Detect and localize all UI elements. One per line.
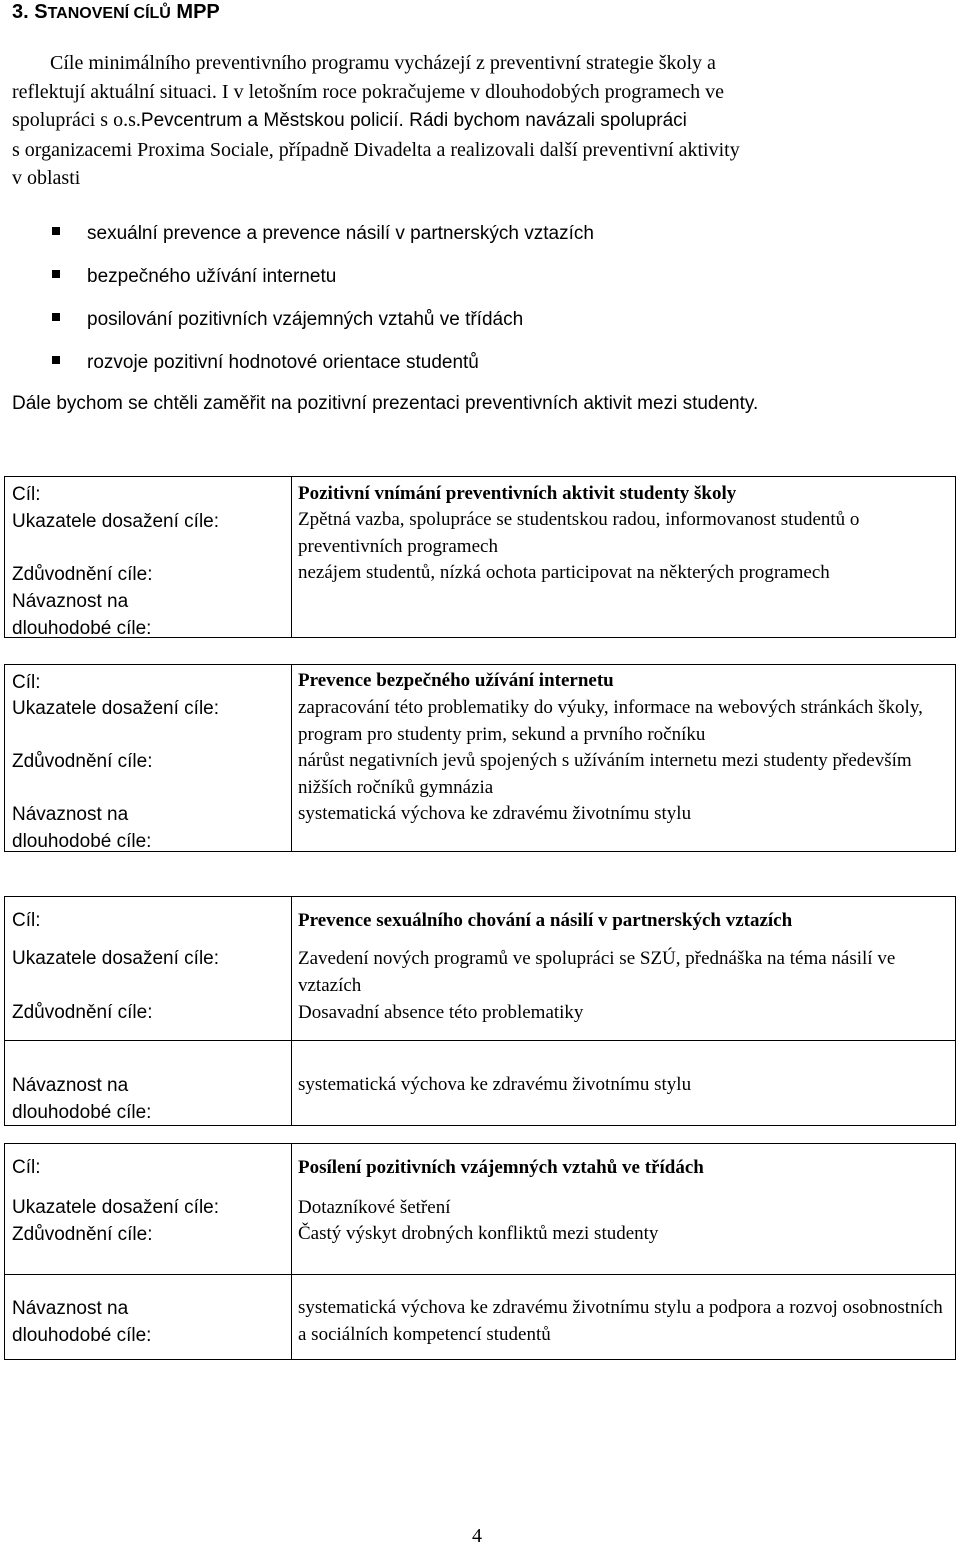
goal-table-3 bbox=[4, 896, 956, 1126]
goal-value: Prevence bezpečného užívání internetu bbox=[298, 670, 614, 691]
list-item-text: rozvoje pozitivní hodnotové orientace studentů bbox=[87, 352, 479, 373]
justification-value: nárůst negativních jevů spojených s užíváním internetu mezi studenty především nižších ročníků gymnázia bbox=[298, 750, 912, 798]
link-label-line-2: dlouhodobé cíle: bbox=[12, 618, 152, 639]
section-title-tail: MPP bbox=[176, 1, 220, 23]
justification-value: nezájem studentů, nízká ochota participovat na některých programech bbox=[298, 562, 830, 583]
goal-label: Cíl: bbox=[12, 672, 41, 693]
link-value: systematická výchova ke zdravému životnímu stylu a podpora a rozvoj osobnostních a sociálních kompetencí studentů bbox=[298, 1297, 943, 1345]
section-number: 3. bbox=[12, 1, 29, 23]
indicators-value: Dotazníkové šetření bbox=[298, 1197, 451, 1218]
goal-label: Cíl: bbox=[12, 910, 41, 931]
list-item-text: sexuální prevence a prevence násilí v partnerských vztazích bbox=[87, 223, 594, 244]
link-label-line-2: dlouhodobé cíle: bbox=[12, 831, 152, 852]
link-value: systematická výchova ke zdravému životnímu stylu bbox=[298, 803, 692, 824]
goal-value: Prevence sexuálního chování a násilí v partnerských vztazích bbox=[298, 910, 793, 931]
indicators-label: Ukazatele dosažení cíle: bbox=[12, 698, 220, 719]
justification-value: Častý výskyt drobných konfliktů mezi studenty bbox=[298, 1223, 659, 1244]
intro-line-3a: spolupráci s o.s. bbox=[12, 109, 141, 131]
goal-table-2 bbox=[4, 664, 956, 852]
intro-line-2: reflektují aktuální situaci. I v letošním roce pokračujeme v dlouhodobých programech ve bbox=[12, 80, 724, 103]
column-divider bbox=[291, 665, 292, 851]
justification-label: Zdůvodnění cíle: bbox=[12, 564, 153, 585]
link-label-line-1: Návaznost na bbox=[12, 1075, 129, 1096]
link-label-line-1: Návaznost na bbox=[12, 591, 129, 612]
column-divider bbox=[291, 897, 292, 1125]
list-item-text: posilování pozitivních vzájemných vztahů ve třídách bbox=[87, 309, 524, 330]
intro-paragraph bbox=[12, 49, 917, 193]
goal-table-1 bbox=[4, 476, 956, 638]
intro-line-4: s organizacemi Proxima Sociale, případně Divadelta a realizovali další preventivní aktivity bbox=[12, 138, 740, 161]
goal-label: Cíl: bbox=[12, 1157, 41, 1178]
section-title-rest: TANOVENÍ CÍLŮ bbox=[47, 5, 171, 22]
indicators-label: Ukazatele dosažení cíle: bbox=[12, 511, 220, 532]
section-heading bbox=[12, 0, 220, 26]
link-label bbox=[12, 588, 287, 642]
bullet-square-icon bbox=[52, 356, 60, 364]
row-separator bbox=[5, 1274, 955, 1275]
indicators-label: Ukazatele dosažení cíle: bbox=[12, 948, 220, 969]
goal-label: Cíl: bbox=[12, 484, 41, 505]
link-label-line-1: Návaznost na bbox=[12, 1298, 129, 1319]
indicators-value: Zpětná vazba, spolupráce se studentskou radou, informovanost studentů o preventivních programech bbox=[298, 509, 860, 557]
section-title-first-letter: S bbox=[34, 1, 48, 23]
justification-label: Zdůvodnění cíle: bbox=[12, 1224, 153, 1245]
link-label bbox=[12, 801, 287, 855]
justification-label: Zdůvodnění cíle: bbox=[12, 1002, 153, 1023]
bullet-square-icon bbox=[52, 313, 60, 321]
closing-sentence: Dále bychom se chtěli zaměřit na pozitivní prezentaci preventivních aktivit mezi studenty. bbox=[12, 393, 759, 414]
justification-label: Zdůvodnění cíle: bbox=[12, 751, 153, 772]
intro-line-1: Cíle minimálního preventivního programu vycházejí z preventivní strategie školy a bbox=[50, 52, 716, 74]
justification-value: Dosavadní absence této problematiky bbox=[298, 1002, 584, 1023]
intro-line-3 bbox=[12, 106, 917, 136]
page-number: 4 bbox=[472, 1525, 482, 1547]
bullet-square-icon bbox=[52, 270, 60, 278]
goal-value: Posílení pozitivních vzájemných vztahů ve třídách bbox=[298, 1157, 704, 1178]
link-label bbox=[12, 1072, 287, 1126]
link-label bbox=[12, 1295, 287, 1349]
intro-line-3c: Rádi bychom navázali spolupráci bbox=[403, 110, 687, 131]
row-separator bbox=[5, 1040, 955, 1041]
link-label-line-1: Návaznost na bbox=[12, 804, 129, 825]
column-divider bbox=[291, 1144, 292, 1359]
indicators-value: zapracování této problematiky do výuky, informace na webových stránkách školy, program pro studenty prim, sekund a prvního ročníku bbox=[298, 697, 923, 745]
column-divider bbox=[291, 477, 292, 637]
intro-line-5: v oblasti bbox=[12, 167, 81, 189]
intro-line-3b: Pevcentrum a Městskou policií. bbox=[140, 110, 404, 131]
link-label-line-2: dlouhodobé cíle: bbox=[12, 1102, 152, 1123]
goal-value: Pozitivní vnímání preventivních aktivit studenty školy bbox=[298, 483, 737, 504]
link-label-line-2: dlouhodobé cíle: bbox=[12, 1325, 152, 1346]
indicators-value: Zavedení nových programů ve spolupráci se SZÚ, přednáška na téma násilí ve vztazích bbox=[298, 948, 896, 996]
list-item-text: bezpečného užívání internetu bbox=[87, 266, 337, 287]
bullet-square-icon bbox=[52, 227, 60, 235]
goal-table-4 bbox=[4, 1143, 956, 1360]
link-value: systematická výchova ke zdravému životnímu stylu bbox=[298, 1074, 692, 1095]
indicators-label: Ukazatele dosažení cíle: bbox=[12, 1197, 220, 1218]
